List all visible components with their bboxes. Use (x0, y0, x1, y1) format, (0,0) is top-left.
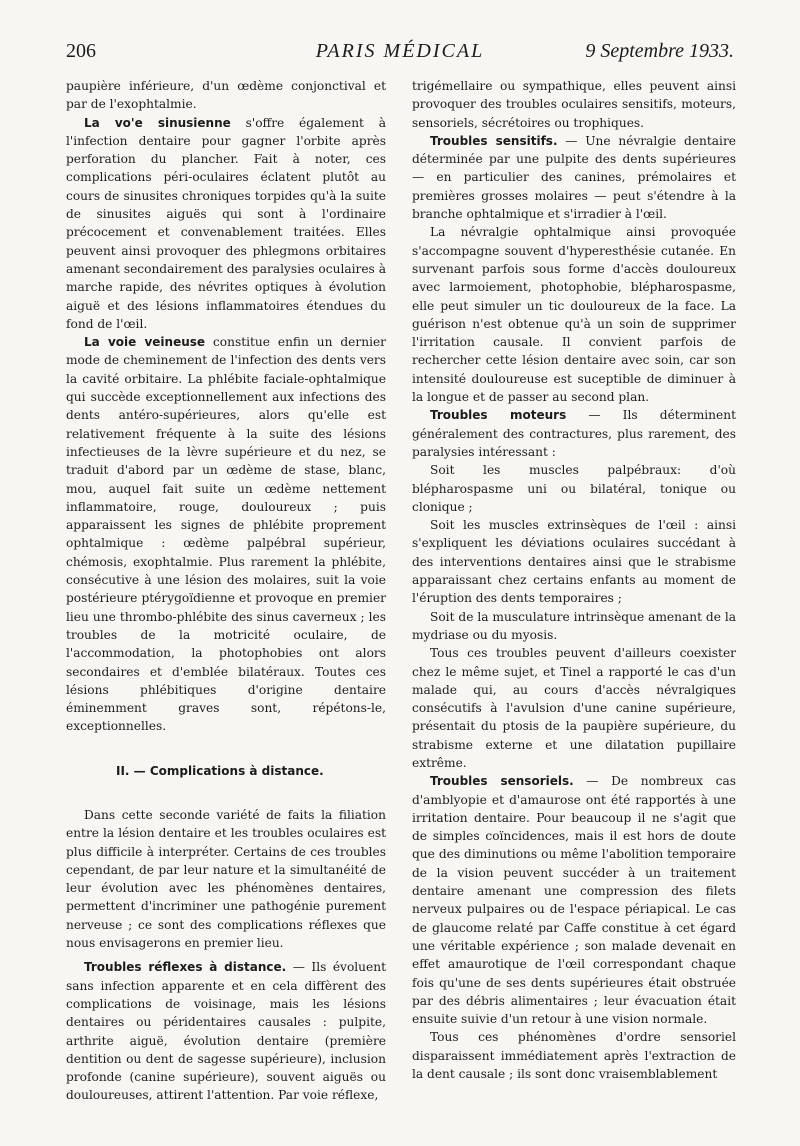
issue-date: 9 Septembre 1933. (585, 40, 734, 62)
paragraph: trigémellaire ou sympathique, elles peuvent ainsi provoquer des troubles oculaires sensitifs, moteurs, sensoriels, sécrétoires ou trophiques. (412, 79, 736, 130)
run-in-heading: Troubles moteurs (430, 408, 567, 423)
paragraph: Dans cette seconde variété de faits la filiation entre la lésion dentaire et les troubles oculaires est plus difficile à interpréter. Certains de ces troubles cependant, de par leur nature et la simultanéité de leur évolution avec les phénomènes dentaires, permettent d'incriminer une pathogénie purement nerveuse ; ce sont des complications réflexes que nous envisagerons en premier lieu. (66, 807, 386, 951)
paragraph-text: s'offre également à l'infection dentaire pour gagner l'orbite après perforation du plancher. Fait à noter, ces complications péri-oculaires éclatent plutôt au cours de sinusites chroniques torpides qu'à la suite de sinusites aiguës qui sont à l'ordinaire précocement et convenablement traitées. Elles peuvent ainsi provoquer des phlegmons orbitaires amenant secondairement des paralysies oculaires à marche rapide, des névrites optiques à évolution aiguë et des lésions inflammatoires étendues du fond de l'œil. (66, 115, 386, 331)
paragraph-text: — Ils évoluent sans infection apparente et en cela diffèrent des complications de voisinage, mais les lésions dentaires ou péridentaires causales : pulpite, arthrite aiguë, évolution dentaire (première dentition ou dent de sagesse supérieure), inclusion profonde (canine supérieure), souvent aiguës ou douloureuses, attirent l'attention. Par voie réflexe, (66, 960, 386, 1103)
run-in-heading: La vo'e sinusienne (84, 115, 231, 130)
paragraph-text: constitue enfin un dernier mode de cheminement de l'infection des dents vers la cavité orbitaire. La phlébite faciale-ophtalmique qui succède exceptionnellement aux infections des dents antéro-supérieures, alors qu'elle est relativement fréquente à la suite des lésions infectieuses de la lèvre supérieure et du nez, se traduit d'abord par un œdème de stase, blanc, mou, auquel fait suite un œdème nettement inflammatoire, rouge, douloureux ; puis apparaissent les signes de phlébite proprement ophtalmique : œdème palpébral supérieur, chémosis, exophtalmie. Plus rarement la phlébite, consécutive à une lésion des molaires, suit la voie postérieure ptérygoïdienne et provoque en premier lieu une thrombo-phlébite des sinus caverneux ; les troubles de la motricité oculaire, de l'accommodation, la photophobies ont alors secondaires et d'emblée bilatéraux. Toutes ces lésions phlébitiques d'origine dentaire éminemment graves sont, répétons-le, exceptionnelles. (66, 335, 387, 734)
run-in-heading: Troubles réflexes à distance. (84, 960, 287, 975)
left-column (66, 77, 386, 1105)
section-heading: II. — Complications à distance. (116, 763, 324, 778)
paragraph: Soit de la musculature intrinsèque amenant de la mydriase ou du myosis. (412, 609, 736, 642)
journal-title: PARIS MÉDICAL (315, 40, 485, 62)
page-header (66, 40, 734, 68)
right-column (412, 77, 736, 1083)
page-number: 206 (66, 40, 96, 62)
paragraph (412, 406, 736, 461)
paragraph-text: — De nombreux cas d'amblyopie et d'amaurose ont été rapportés à une irritation dentaire. Pour beaucoup il ne s'agit que de simples coïncidences, mais il est hors de doute que des diminutions ou même l'abolition temporaire de la vision peuvent succéder à un traitement dentaire amenant une compression des filets nerveux pulpaires ou de l'espace périapical. Le cas de glaucome relaté par Caffe constitue à cet égard une véritable expérience ; son malade devenait en effet amaurotique de l'œil correspondant chaque fois qu'une de ses dents supérieures était obstruée par des débris alimentaires ; leur évacuation était ensuite suivie d'un retour à une vision normale. (412, 774, 736, 1027)
paragraph (66, 333, 386, 736)
paragraph (412, 132, 736, 223)
paragraph (412, 772, 736, 1028)
paragraph: La névralgie ophtalmique ainsi provoquée s'accompagne souvent d'hyperesthésie cutanée. En survenant parfois sous forme d'accès douloureux avec larmoiement, photophobie, blépharospasme, elle peut simuler un tic douloureux de la face. La guérison n'est obtenue qu'à un soin de supprimer l'irritation causale. Il convient parfois de rechercher cette lésion dentaire avec soin, car son intensité douloureuse est suceptible de diminuer à la longue et de passer au second plan. (412, 225, 736, 405)
paragraph: Tous ces phénomènes d'ordre sensoriel disparaissent immédiatement après l'extraction de la dent causale ; ils sont donc vraisemblablement (412, 1030, 736, 1082)
paragraph (66, 958, 386, 1104)
run-in-heading: La voie veineuse (84, 335, 206, 350)
paragraph: Soit les muscles palpébraux: d'où blépharospasme uni ou bilatéral, tonique ou clonique ; (412, 463, 736, 514)
paragraph-text: — Ils déterminent généralement des contractures, plus rarement, des paralysies intéressant : (412, 408, 736, 459)
paragraph: Soit les muscles extrinsèques de l'œil : ainsi s'expliquent les déviations oculaires succédant à des interventions dentaires ainsi que le strabisme apparaissant chez certains enfants au moment de l'éruption des dents temporaires ; (412, 518, 736, 606)
paragraph-text: — Une névralgie dentaire déterminée par une pulpite des dents supérieures — en particulier des canines, prémolaires et premières grosses molaires — peut s'étendre à la branche ophtalmique et s'irradier à l'œil. (412, 133, 736, 222)
run-in-heading: Troubles sensitifs. (430, 133, 558, 148)
paragraph: paupière inférieure, d'un œdème conjonctival et par de l'exophtalmie. (66, 79, 386, 112)
paragraph (66, 114, 386, 334)
run-in-heading: Troubles sensoriels. (430, 774, 574, 789)
paragraph: Tous ces troubles peuvent d'ailleurs coexister chez le même sujet, et Tinel a rapporté le cas d'un malade qui, au cours d'accès névralgiques consécutifs à l'avulsion d'une canine supérieure, présentait du ptosis de la paupière supérieure, du strabisme externe et une dilatation pupillaire extrême. (412, 646, 736, 770)
